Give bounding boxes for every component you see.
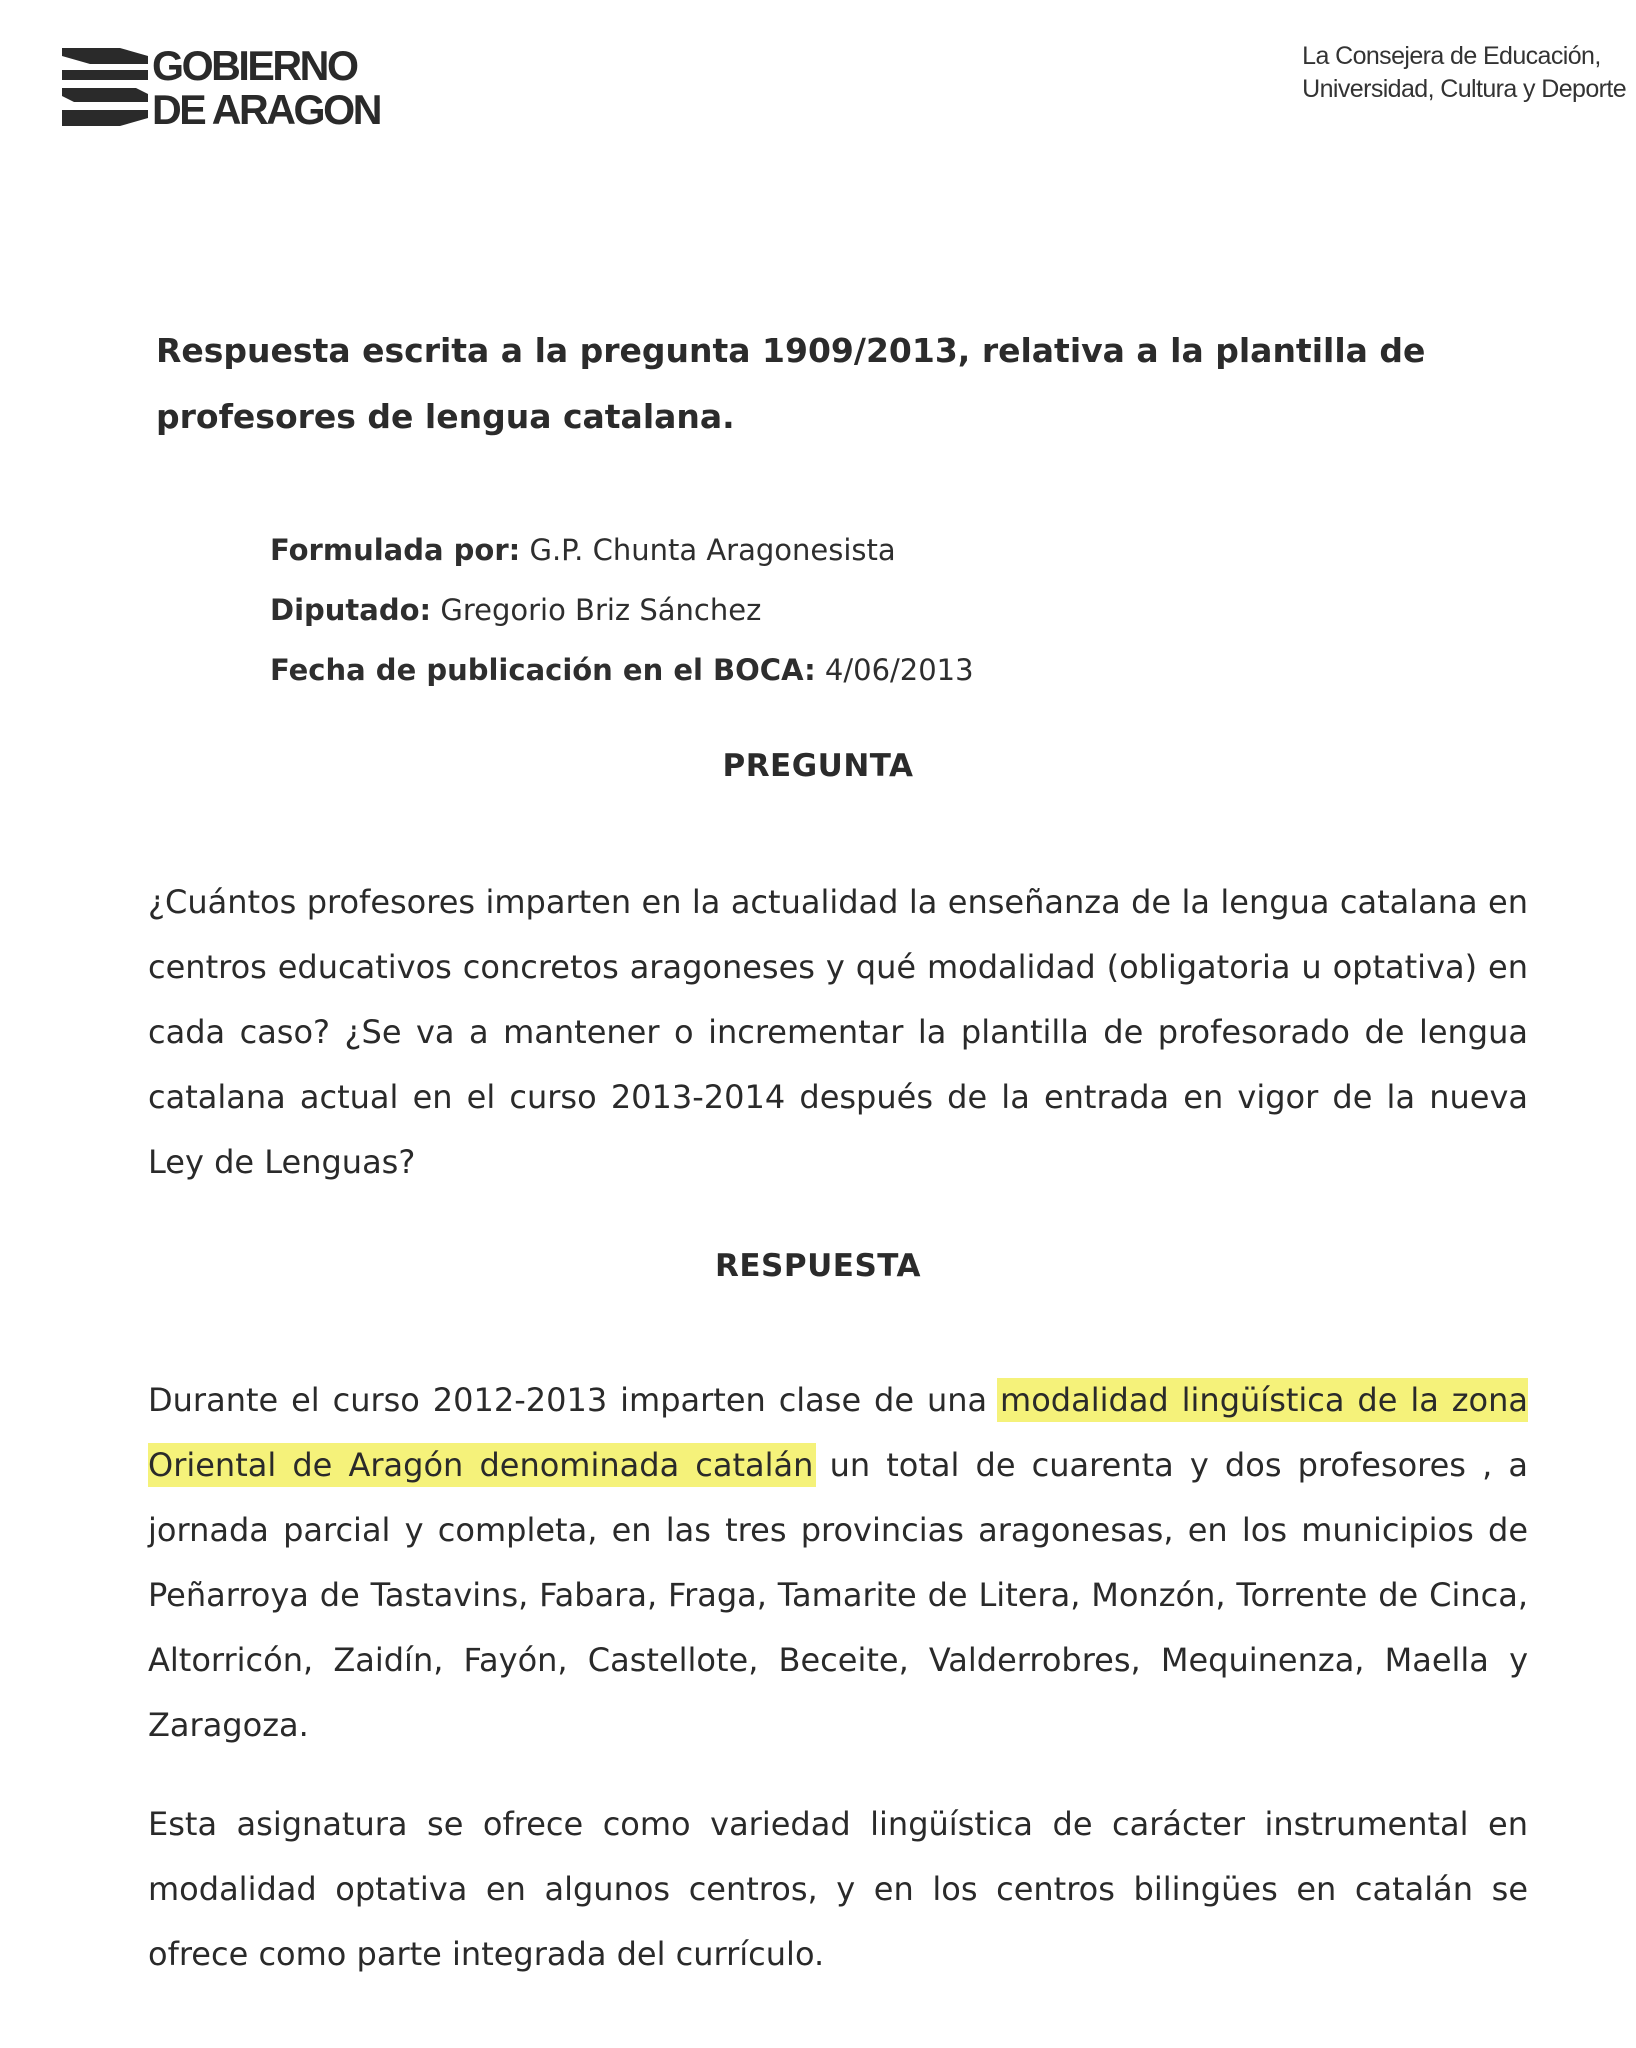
meta-formulada	[270, 520, 974, 580]
respuesta-paragraph-2: Esta asignatura se ofrece como variedad lingüística de carácter instrumental en modalidad optativa en algunos centros, y en los centros bilingües en catalán se ofrece como parte integrada del currículo.	[148, 1805, 1528, 1973]
aragon-stripes-icon	[62, 44, 148, 132]
formulada-label: Formulada por:	[270, 533, 521, 567]
logo-line-2: DE ARAGON	[152, 86, 380, 133]
diputado-value: Gregorio Briz Sánchez	[440, 593, 762, 627]
document-title: Respuesta escrita a la pregunta 1909/2013, relativa a la plantilla de profesores de lengua catalana.	[156, 331, 1426, 436]
respuesta-heading: RESPUESTA	[715, 1248, 921, 1284]
dept-line-2: Universidad, Cultura y Deporte	[1302, 75, 1626, 103]
respuesta-p1-before: Durante el curso 2012-2013 imparten clase de una	[148, 1381, 1001, 1419]
logo-line-1: GOBIERNO	[152, 42, 357, 89]
dept-line-1: La Consejera de Educación,	[1302, 42, 1601, 70]
diputado-label: Diputado:	[270, 593, 432, 627]
pregunta-heading: PREGUNTA	[722, 748, 914, 784]
meta-diputado	[270, 580, 974, 640]
highlighted-text: modalidad lingüística de la zona Oriental de Aragón denominada catalán	[148, 1381, 1528, 1484]
respuesta-p1-after: un total de cuarenta y dos profesores , a jornada parcial y completa, en las tres provincias aragonesas, en los municipios de Peñarroya de Tastavins, Fabara, Fraga, Tamarite de Litera, Monzón, Torrente de Cinca, Altorricón, Zaidín, Fayón, Castellote, Beceite, Valderrobres, Mequinenza, Maella y Zaragoza.	[148, 1446, 1529, 1744]
pregunta-text: ¿Cuántos profesores imparten en la actualidad la enseñanza de la lengua catalana en centros educativos concretos aragoneses y qué modalidad (obligatoria u optativa) en cada caso? ¿Se va a mantener o incrementar la plantilla de profesorado de lengua catalana actual en el curso 2013-2014 después de la entrada en vigor de la nueva Ley de Lenguas?	[148, 883, 1528, 1181]
formulada-value: G.P. Chunta Aragonesista	[529, 533, 896, 567]
question-metadata	[270, 520, 974, 700]
department-name	[1302, 40, 1626, 106]
meta-fecha	[270, 640, 974, 700]
respuesta-paragraph-1	[148, 1368, 1528, 1758]
fecha-value: 4/06/2013	[824, 653, 974, 687]
logo-wordmark	[152, 44, 380, 132]
fecha-label: Fecha de publicación en el BOCA:	[270, 653, 816, 687]
government-logo	[62, 42, 385, 134]
